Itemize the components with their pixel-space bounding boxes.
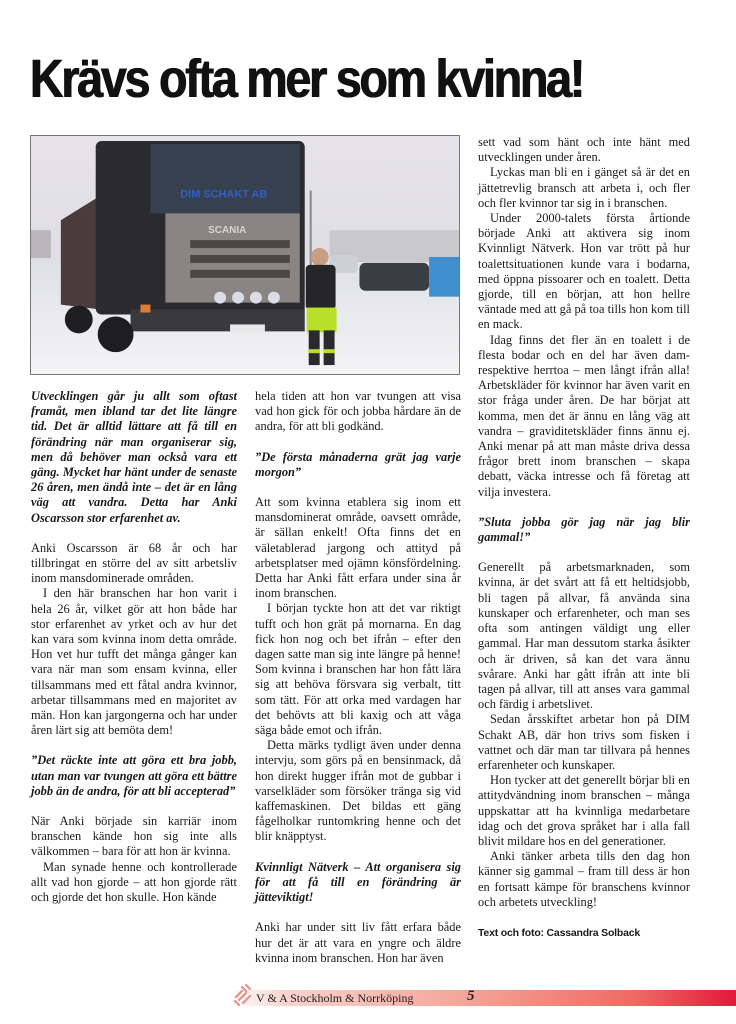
parked-car (359, 263, 429, 291)
paragraph: Detta märks tydligt även under denna intervju, som görs på en bensinmack, då hon direkt hugger ifrån mot de gubbar i varselkläder som försöker tränga sig vid kaffemaskinen. Det bildas ett gäng fågelholkar runtomkring henne och det blir knäpptyst. (255, 738, 461, 844)
hi-vis-trousers (307, 308, 337, 333)
pull-quote: ”De första månaderna grät jag varje morgon” (255, 449, 461, 479)
person-head (311, 248, 329, 266)
paragraph: sett vad som hänt och inte hänt med utvecklingen under åren. (478, 135, 690, 165)
license-plate (230, 324, 265, 332)
paragraph: I början tyckte hon att det var riktigt tufft och hon grät på mornarna. En dag fick hon nog och bet ifrån – efter den dagen satte man sig inte längre på henne! Som kvinna i branschen har hon fått lära sig att behöva försvara sig verbalt, titt som tätt. För att orka med vardagen har det behövts att bli kaxig och att våga säga både emot och ifrån. (255, 601, 461, 738)
article-photo (30, 135, 460, 375)
paragraph: Att som kvinna etablera sig inom ett mansdominerat område, oavsett område, är sällan enkelt! Ofta finns det en väletablerad jargong och attityd på arbetsplatser med ojämn könsfördelning. Detta har Anki fått erfara under sina år inom branschen. (255, 495, 461, 601)
paragraph: Man synade henne och kontrollerade allt vad hon gjorde – att hon gjorde rätt och gjorde det hon skulle. Hon kände (31, 859, 237, 905)
paragraph: Sedan årsskiftet arbetar hon på DIM Schakt AB, där hon trivs som fisken i vattnet och där man tar tillvara på hennes erfarenheter och kunskaper. (478, 712, 690, 772)
article-column-1 (31, 389, 237, 905)
windshield-text: DIM SCHAKT AB (180, 188, 268, 201)
paragraph: Anki Oscarsson är 68 år och har tillbringat en större del av sitt arbetsliv inom mansdominerade områden. (31, 540, 237, 586)
photo-credit: Text och foto: Cassandra Solback (478, 926, 641, 939)
article-column-2 (255, 389, 461, 966)
publication-name: V & A Stockholm & Norrköping (256, 991, 414, 1005)
article-headline: Krävs ofta mer som kvinna! (30, 49, 584, 109)
paragraph: I den här branschen har hon varit i hela 26 år, vilket gör att hon både har stor erfarenhet av yrket och av hur det kan vara som kvinna inom detta område. Hon vet hur tufft det många gånger kan vara när man som ensam kvinna, eller tillsammans med ett fåtal andra kvinnor, arbetar tillsammans med en majoritet av män. Hon kan jargongerna och har under åren lärt sig att bemöta dem! (31, 586, 237, 738)
paragraph: hela tiden att hon var tvungen att visa vad hon gick för och jobba hårdare än de andra, för att bli godkänd. (255, 389, 461, 434)
paragraph: Idag finns det fler än en toalett i de flesta bodar och en del har även dam- respektive herrtoa – men långt ifrån alla! Arbetskläder för kvinnor har även varit en stor fråga under åren. De har börjat att komma, men det är ännu en lång väg att vandra – graviditetskläder finns ännu ej. Anki menar på att man måste driva dessa frågor brett inom branschen – skapa debatt, väcka intresse och få företag att vilja investera. (478, 332, 690, 499)
truck-photo-illustration (31, 136, 459, 374)
pull-quote: ”Sluta jobba gör jag när jag blir gammal!” (478, 514, 690, 545)
article-lead: Utvecklingen går ju allt som oftast framåt, men ibland tar det lite längre tid. Det är alltid lättare att få till en förändring när man organiserar sig, men då behöver man också vara ett gäng. Mycket har hänt under de senaste 26 åren, men ändå inte – det är en lång väg att vandra. Detta har Anki Oscarsson stor erfarenhet av. (31, 389, 237, 525)
article-column-3 (478, 135, 690, 941)
page-number: 5 (467, 988, 475, 1004)
grille-text: SCANIA (208, 225, 247, 237)
blue-container (429, 257, 459, 297)
subheading: Kvinnligt Nätverk – Att organisera sig för att få till en förändring är jätteviktigt! (255, 859, 461, 905)
paragraph: Anki tänker arbeta tills den dag hon känner sig gammal – fram till dess är hon en fortsatt kämpe för branschens kvinnor och arbetets utveckling! (478, 849, 690, 909)
paragraph: Lyckas man bli en i gänget så är det en jättetrevlig bransch att arbeta i, och fler och fler kvinnor tar sig in i branschen. (478, 165, 690, 210)
publication-logo-icon (232, 983, 256, 1007)
paragraph: Under 2000-talets första årtionde började Anki att aktivera sig inom Kvinnligt Nätverk. Hon var trött på hur toalettsituationen kunde vara i bodarna, med öppna pissoarer och en toalett. Detta gjorde, till en början, att hon hellre väntade med att gå på toa tills hon kom till en mack. (478, 211, 690, 332)
paragraph: När Anki började sin karriär inom branschen kände hon sig inte alls välkommen – bara för att hon är kvinna. (31, 814, 237, 859)
paragraph: Hon tycker att det generellt börjar bli en attitydvändning inom branschen – många uppskattar att ha kvinnliga medarbetare idag och det grova språket har i alla fall blivit mildare hos en del generationer. (478, 773, 690, 848)
person-jacket (306, 265, 336, 310)
pull-quote: ”Det räckte inte att göra ett bra jobb, utan man var tvungen att göra ett bättre jobb än de andra, för att bli accepterad” (31, 753, 237, 798)
paragraph: Generellt på arbetsmarknaden, som kvinna, är det svårt att få ett heltidsjobb, bli tagen på allvar, få använda sina kunskaper och erfarenheter, och man ses ofta som antingen väldigt ung eller gammal. Har man dessutom starka åsikter och är driven, så kan det vara ännu svårare. Anki har gått ifrån att inte bli tagen på allvar, till att anses vara gammal och färdig i arbetslivet. (478, 560, 690, 712)
paragraph: Anki har under sitt liv fått erfara både hur det är att vara en yngre och äldre kvinna inom branschen. Hon har även (255, 920, 461, 965)
